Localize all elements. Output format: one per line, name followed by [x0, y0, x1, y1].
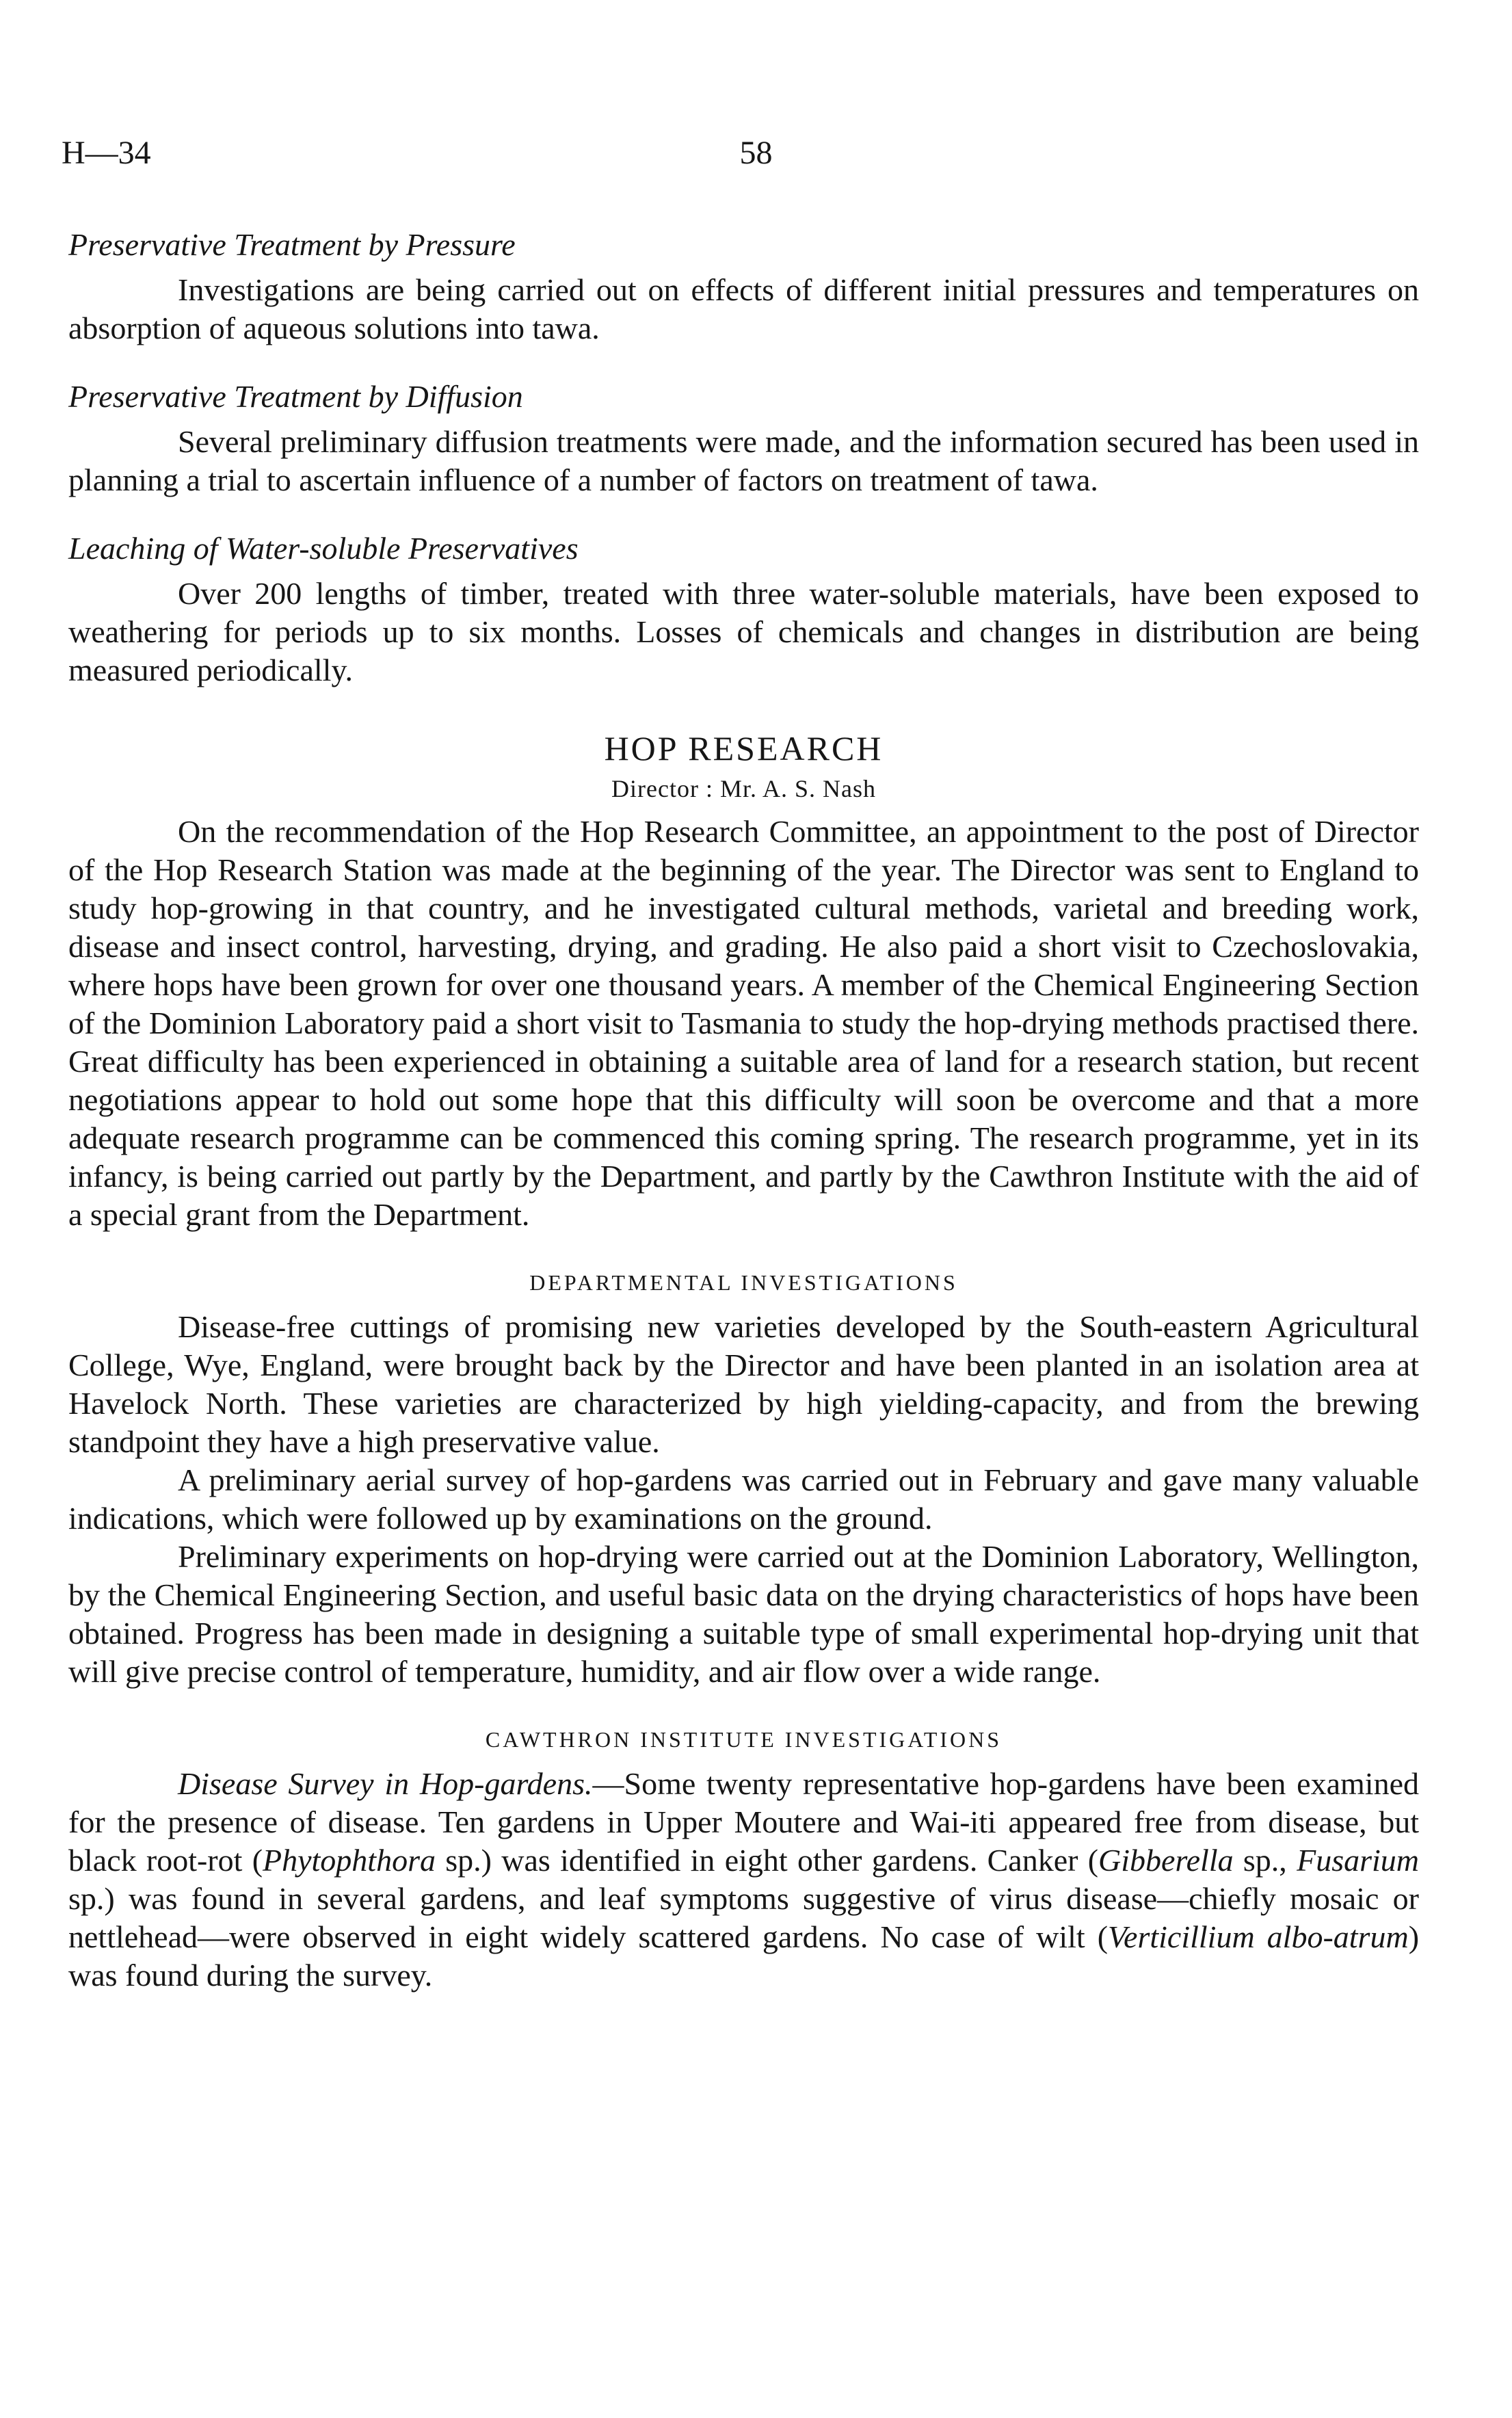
- hop-research-title: HOP RESEARCH: [604, 729, 884, 767]
- section-leaching: [68, 529, 1419, 689]
- paragraph-leaching: Over 200 lengths of timber, treated with three water-soluble materials, have been exposed to weathering for periods up to six months. Losses of chemicals and changes in distribution are being measured periodically.: [68, 576, 1419, 687]
- page-content: [68, 226, 1419, 1995]
- departmental-paragraph-1: Disease-free cuttings of promising new varieties developed by the South-eastern Agricultural College, Wye, England, were brought back by the Director and have been planted in an isolation area at Havelock North. These varieties are characterized by high yielding-capacity, and from the brewing standpoint they have a high preservative value.: [68, 1309, 1419, 1459]
- cawthron-text-3: sp.,: [1233, 1843, 1297, 1878]
- departmental-heading: DEPARTMENTAL INVESTIGATIONS: [529, 1270, 958, 1295]
- section-heading-diffusion: Preservative Treatment by Diffusion: [68, 379, 523, 414]
- director-name: Mr. A. S. Nash: [719, 775, 876, 802]
- cawthron-paragraph: [68, 1765, 1419, 1995]
- species-gibberella: Gibberella: [1098, 1843, 1234, 1878]
- species-verticillium: Verticillium albo-atrum: [1108, 1919, 1409, 1954]
- cawthron-text-2: sp.) was identified in eight other gardens. Canker (: [436, 1843, 1099, 1878]
- running-head: [62, 134, 1450, 175]
- section-diffusion: [68, 378, 1419, 499]
- cawthron-text-4: sp.) was found in several gardens, and leaf symptoms suggestive of virus disease—chiefly mosaic or nettlehead—were observed in eight widely scattered gardens. No case of wilt (: [68, 1881, 1419, 1954]
- cawthron-text-1: —Some twenty representative hop-gardens have been examined for the presence of disease. Ten gardens in Upper Moutere and Wai-iti appeared free from disease, but black root-rot (: [68, 1766, 1419, 1878]
- page-number: 58: [739, 135, 773, 171]
- hop-research-intro: On the recommendation of the Hop Research Committee, an appointment to the post of Director of the Hop Research Station was made at the beginning of the year. The Director was sent to England to study hop-growing in that country, and he investigated cultural methods, varietal and breeding work, disease and insect control, harvesting, drying, and grading. He also paid a short visit to Czechoslovakia, where hops have been grown for over one thousand years. A member of the Chemical Engineering Section of the Dominion Laboratory paid a short visit to Tasmania to study the hop-drying methods practised there. Great difficulty has been experienced in obtaining a suitable area of land for a research station, but recent negotiations appear to hold out some hope that this difficulty will soon be overcome and that a more adequate research programme can be commenced this coming spring. The research programme, yet in its infancy, is being carried out partly by the Department, and partly by the Cawthron Institute with the aid of a special grant from the Department.: [68, 814, 1419, 1232]
- cawthron-text-5: ) was found during the survey.: [68, 1919, 1420, 1993]
- section-pressure: [68, 226, 1419, 347]
- departmental-paragraph-2: A preliminary aerial survey of hop-gardens was carried out in February and gave many valuable indications, which were followed up by examinations on the ground.: [68, 1462, 1419, 1536]
- species-phytophthora: Phytophthora: [263, 1843, 436, 1878]
- section-heading-pressure: Preservative Treatment by Pressure: [68, 227, 516, 262]
- species-fusarium: Fusarium: [1297, 1843, 1419, 1878]
- section-heading-leaching: Leaching of Water-soluble Preservatives: [68, 531, 579, 566]
- cawthron-heading: CAWTHRON INSTITUTE INVESTIGATIONS: [485, 1727, 1003, 1752]
- disease-survey-heading: Disease Survey in Hop-gardens.: [178, 1766, 593, 1801]
- paragraph-pressure: Investigations are being carried out on effects of different initial pressures and temperatures on absorption of aqueous solutions into tawa.: [68, 272, 1419, 345]
- paragraph-diffusion: Several preliminary diffusion treatments were made, and the information secured has been used in planning a trial to ascertain influence of a number of factors on treatment of tawa.: [68, 424, 1419, 497]
- director-line: [68, 772, 1419, 806]
- departmental-paragraph-3: Preliminary experiments on hop-drying were carried out at the Dominion Laboratory, Wellington, by the Chemical Engineering Section, and useful basic data on the drying characteristics of hops have been obtained. Progress has been made in designing a suitable type of small experimental hop-drying unit that will give precise control of temperature, humidity, and air flow over a wide range.: [68, 1539, 1419, 1689]
- director-label: Director :: [611, 775, 713, 802]
- document-code: H—34: [62, 135, 151, 171]
